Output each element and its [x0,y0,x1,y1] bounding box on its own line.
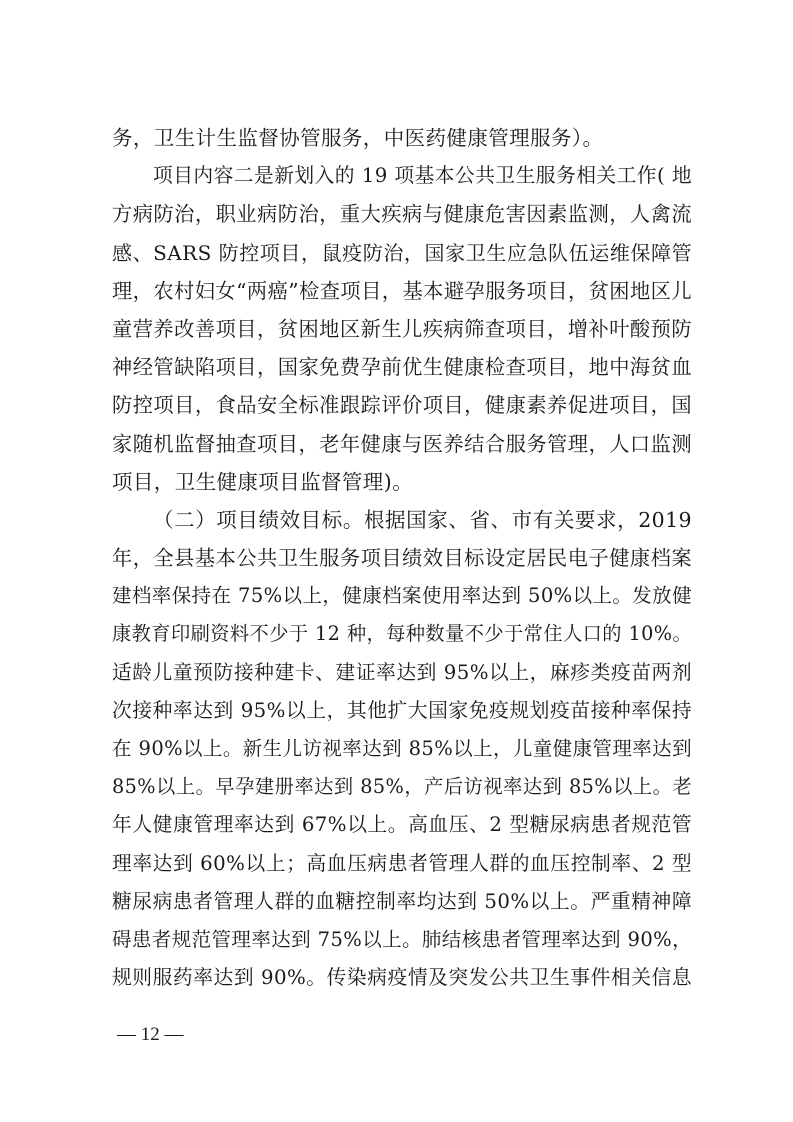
text-line: 神经管缺陷项目，国家免费孕前优生健康检查项目，地中海贫血 [112,355,692,380]
text-line: （二）项目绩效目标。根据国家、省、市有关要求，2019 [153,507,692,532]
text-line: 理率达到 60%以上；高血压病患者管理人群的血压控制率、2 型 [112,851,692,875]
text-line: 防控项目，食品安全标准跟踪评价项目，健康素养促进项目，国 [112,393,692,418]
text-line: 童营养改善项目，贫困地区新生儿疾病筛查项目，增补叶酸预防 [112,316,692,341]
text-line: 建档率保持在 75%以上，健康档案使用率达到 50%以上。发放健 [112,584,692,608]
text-line: 适龄儿童预防接种建卡、建证率达到 95%以上，麻疹类疫苗两剂 [112,660,692,684]
text-line: 家随机监督抽查项目，老年健康与医养结合服务管理，人口监测 [112,431,692,456]
text-line: 项目，卫生健康项目监督管理)。 [112,469,413,494]
text-line: 方病防治，职业病防治，重大疾病与健康危害因素监测，人禽流 [112,202,692,227]
text-line: 年，全县基本公共卫生服务项目绩效目标设定居民电子健康档案 [112,546,692,571]
text-line: 碍患者规范管理率达到 75%以上。肺结核患者管理率达到 90%， [112,927,692,951]
text-line: 理，农村妇女“两癌”检查项目，基本避孕服务项目，贫困地区儿 [112,278,692,303]
text-line: 康教育印刷资料不少于 12 种，每种数量不少于常住人口的 10%。 [112,622,693,646]
page-number: — 12 — [117,1024,184,1045]
text-line: 感、SARS 防控项目，鼠疫防治，国家卫生应急队伍运维保障管 [112,240,692,265]
text-line: 年人健康管理率达到 67%以上。高血压、2 型糖尿病患者规范管 [112,813,692,837]
text-line: 糖尿病患者管理人群的血糖控制率均达到 50%以上。严重精神障 [112,889,692,913]
text-line: 在 90%以上。新生儿访视率达到 85%以上，儿童健康管理率达到 [112,737,692,760]
text-line: 85%以上。早孕建册率达到 85%，产后访视率达到 85%以上。老 [112,775,692,799]
body-text [112,119,692,997]
text-line: 次接种率达到 95%以上，其他扩大国家免疫规划疫苗接种率保持 [112,698,692,722]
text-line: 项目内容二是新划入的 19 项基本公共卫生服务相关工作( 地 [153,164,692,188]
text-line: 规则服药率达到 90%。传染病疫情及突发公共卫生事件相关信息 [112,966,692,990]
text-line: 务，卫生计生监督协管服务，中医药健康管理服务）。 [112,126,604,150]
